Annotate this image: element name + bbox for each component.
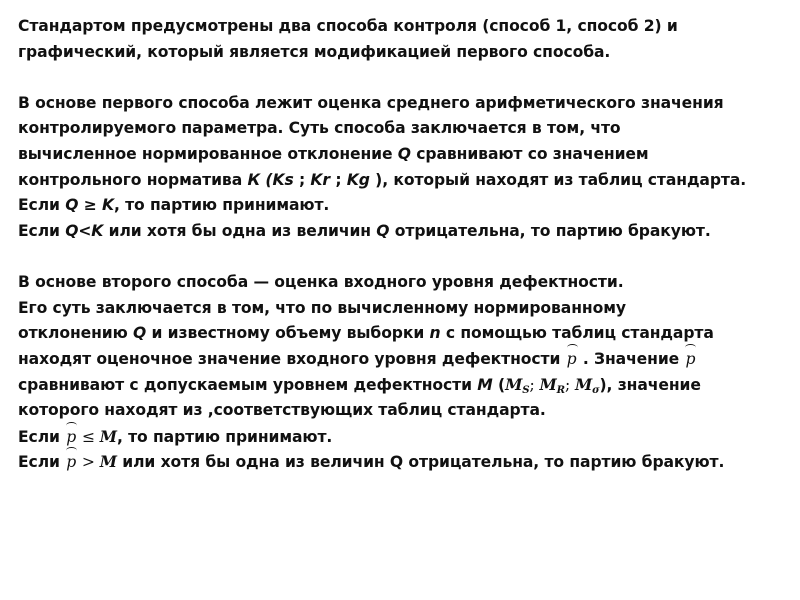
variable-n: n — [429, 324, 441, 343]
paragraph-1-line-1: Стандартом предусмотрены два способа контроля (способ 1, способ 2) и — [18, 17, 678, 35]
condition-accept: Q ≥ K — [65, 196, 114, 215]
separator: ; — [564, 376, 575, 395]
document-text — [18, 14, 788, 475]
m-letter: M — [539, 375, 557, 395]
m-letter: M — [574, 375, 593, 395]
text-run: ), который находят из таблиц стандарта. — [369, 170, 747, 189]
paragraph-3-line-4 — [18, 347, 788, 373]
text-run: с помощью таблиц стандарта — [440, 324, 714, 343]
variable-q: Q — [397, 144, 411, 163]
text-run: Если — [18, 221, 66, 240]
paragraph-3-line-8 — [18, 449, 788, 475]
paragraph-1-line-2: графический, который является модификацией первого способа. — [18, 42, 611, 61]
variable-kg: Kg — [346, 170, 370, 189]
paragraph-spacer — [18, 244, 788, 270]
text-run: ( — [492, 376, 506, 395]
p-hat-symbol: p — [684, 347, 696, 373]
text-run: находят оценочное значение входного уровня дефектности — [18, 349, 566, 368]
separator: ; — [529, 376, 540, 395]
p-hat-symbol: p — [566, 347, 578, 373]
text-run: вычисленное нормированное отклонение — [18, 144, 398, 163]
text-run: и известному объему выборки — [146, 324, 430, 343]
text-run: отклонению — [18, 324, 134, 343]
m-r-symbol — [539, 375, 565, 397]
p-hat-symbol: p — [65, 450, 77, 476]
variable-m: M — [477, 376, 493, 395]
greater-than-operator: > — [77, 453, 100, 472]
text-run: ; — [330, 170, 347, 189]
text-run: сравнивают со значением — [410, 144, 649, 163]
text-run: , то партию принимают. — [113, 196, 330, 215]
paragraph-2-line-1: В основе первого способа лежит оценка среднего арифметического значения — [18, 93, 724, 112]
text-run: отрицательна, то партию бракуют. — [389, 221, 711, 240]
paragraph-3-line-2: Его суть заключается в том, что по вычисленному нормированному — [18, 298, 626, 317]
m-symbol: M — [99, 426, 117, 446]
subscript-s: S — [522, 384, 530, 397]
paragraph-2-line-4 — [18, 168, 788, 194]
m-s-symbol — [505, 375, 530, 397]
subscript-sigma: σ — [592, 384, 600, 397]
paragraph-3-line-5 — [18, 372, 788, 398]
less-or-equal-operator: ≤ — [77, 427, 100, 446]
text-run: или хотя бы одна из величин — [103, 221, 377, 240]
paragraph-3-line-6: которого находят из ,соответствующих таблиц стандарта. — [18, 400, 546, 419]
m-letter: M — [505, 375, 523, 395]
paragraph-2-line-6 — [18, 219, 788, 245]
variable-q: Q — [133, 324, 147, 343]
p-hat-symbol: p — [65, 425, 77, 451]
m-symbol: M — [99, 452, 117, 472]
text-run: или хотя бы одна из величин Q отрицательна, то партию бракуют. — [116, 453, 725, 472]
paragraph-spacer — [18, 65, 788, 91]
text-run: ), значение — [599, 376, 701, 395]
text-run: Если — [18, 427, 66, 446]
text-run: Если — [18, 196, 66, 215]
text-run: Если — [18, 453, 66, 472]
text-run: контрольного норматива — [18, 170, 248, 189]
paragraph-3-line-7 — [18, 424, 788, 450]
paragraph-3-line-1: В основе второго способа — оценка входного уровня дефектности. — [18, 272, 624, 291]
variable-q: Q — [376, 221, 390, 240]
paragraph-2-line-5 — [18, 193, 788, 219]
condition-reject: Q<K — [65, 221, 104, 240]
paragraph-2-line-2: контролируемого параметра. Суть способа заключается в том, что — [18, 119, 621, 138]
paragraph-2-line-3 — [18, 142, 788, 168]
text-run: сравнивают с допускаемым уровнем дефектности — [18, 376, 478, 395]
paragraph-3-line-3 — [18, 321, 788, 347]
m-sigma-symbol — [574, 375, 600, 397]
variable-kr: Kr — [310, 170, 330, 189]
text-run: . Значение — [577, 349, 685, 368]
text-run: , то партию принимают. — [116, 427, 333, 446]
subscript-r: R — [556, 384, 565, 397]
text-run: ; — [293, 170, 311, 189]
variable-k-ks: К (Ks — [247, 170, 294, 189]
